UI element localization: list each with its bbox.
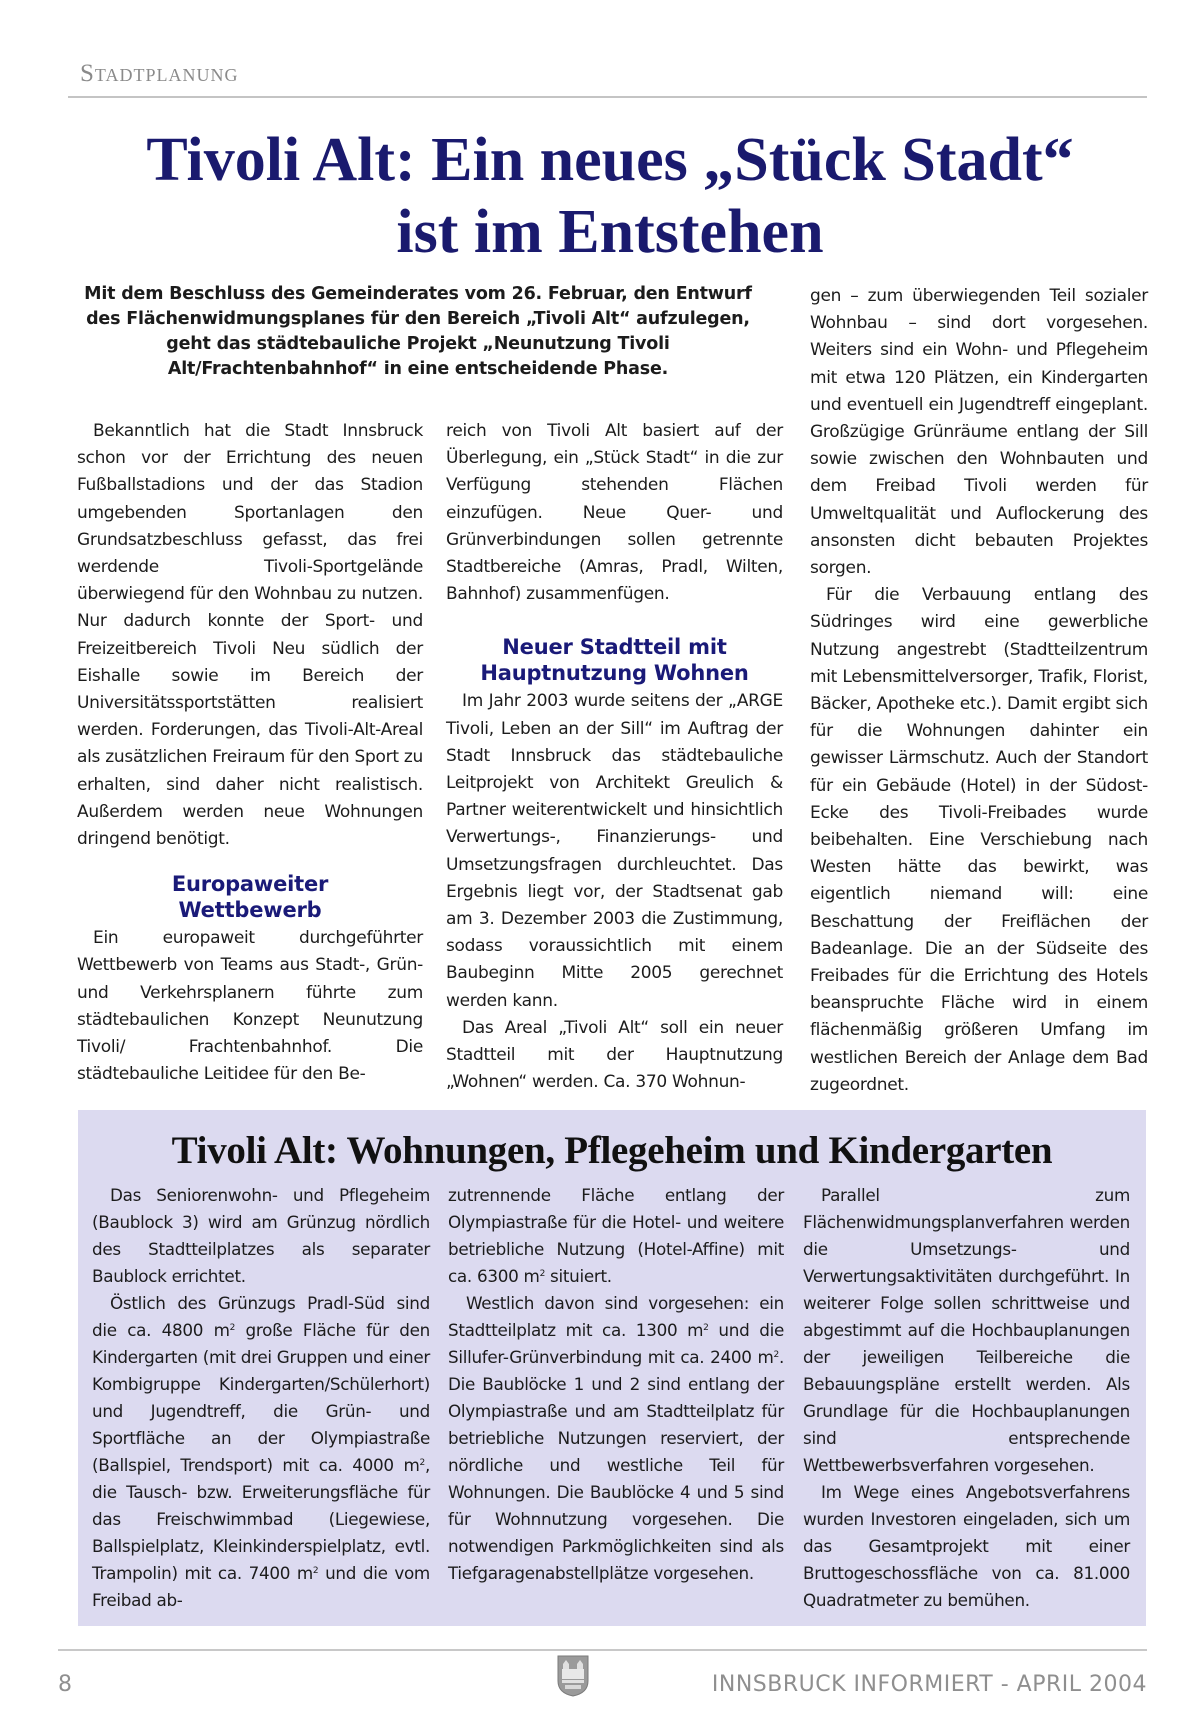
text-run: Östlich des Grünzugs Pradl-Süd sind die ca. 4800 m	[92, 1293, 430, 1340]
page-title	[60, 124, 1160, 268]
text-run: und die Sillufer-Grünverbindung mit ca. 2400 m	[448, 1320, 784, 1367]
subheading-neuer-stadtteil	[446, 634, 783, 686]
superscript: 2	[312, 1566, 319, 1576]
text-run: und die vom Freibad ab-	[92, 1563, 430, 1610]
subheading-line: Europaweiter	[171, 872, 329, 897]
info-box	[78, 1110, 1146, 1626]
body-paragraph: Das Seniorenwohn- und Pflegeheim (Baublock 3) wird am Grünzug nördlich des Stadtteilplatzes als separater Baublock errichtet.	[92, 1185, 430, 1286]
info-box-column-3	[803, 1182, 1130, 1614]
body-paragraph: Parallel zum Flächenwidmungsplanverfahren werden die Umsetzungs- und Verwertungsaktivitäten durchgeführt. In weiterer Folge sollen schrittweise und abgestimmt auf die Hochbauplanungen der jeweiligen Teilbereiche die Bebauungspläne erstellt werden. Als Grundlage für die Hochbauplanungen sind entsprechende Wettbewerbsverfahren vorgesehen.	[803, 1185, 1130, 1475]
text-run: Westlich davon sind vorgesehen: ein Stadtteilplatz mit ca. 1300 m	[448, 1293, 784, 1340]
lead-paragraph: Mit dem Beschluss des Gemeinderates vom 26. Februar, den Entwurf des Flächenwidmungsplanes für den Bereich „Tivoli Alt“ aufzulegen, geht das städtebauliche Projekt „Neunutzung Tivoli Alt/Frachtenbahnhof“ in eine entscheidende Phase.	[84, 284, 752, 379]
subheading-line: Wettbewerb	[178, 898, 322, 923]
superscript: 2	[539, 1269, 546, 1279]
subheading-line: Neuer Stadtteil mit	[502, 635, 727, 660]
info-box-title: Tivoli Alt: Wohnungen, Pflegeheim und Kindergarten	[171, 1129, 1053, 1172]
article-column-3	[810, 283, 1148, 1099]
body-paragraph: Im Wege eines Angebotsverfahrens wurden Investoren eingeladen, sich um das Gesamtprojekt mit einer Bruttogeschossfläche von ca. 81.000 Quadratmeter zu bemühen.	[803, 1482, 1130, 1610]
body-paragraph: reich von Tivoli Alt basiert auf der Überlegung, ein „Stück Stadt“ in die zur Verfügung stehenden Flächen einzufügen. Neue Quer- und Grünverbindungen sollen getrennte Stadtbereiche (Amras, Pradl, Wilten, Bahnhof) zusammenfügen.	[446, 421, 783, 605]
info-box-column-2	[448, 1182, 784, 1587]
body-paragraph: Das Areal „Tivoli Alt“ soll ein neuer Stadtteil mit der Hauptnutzung „Wohnen“ werden. Ca. 370 Wohnun-	[446, 1017, 783, 1093]
subheading-line: Hauptnutzung Wohnen	[480, 661, 749, 686]
bottom-divider	[58, 1649, 1147, 1651]
section-label: Stadtplanung	[80, 60, 239, 87]
text-run: , die Tausch- bzw. Erweiterungsfläche für das Freischwimmbad (Liegewiese, Ballspielplatz, Kleinkinderspielplatz, evtl. Trampolin) mit ca. 7400 m	[92, 1455, 430, 1583]
body-paragraph	[448, 1290, 784, 1587]
superscript: 2	[773, 1350, 779, 1360]
headline-line-1: Tivoli Alt: Ein neues „Stück Stadt“	[146, 126, 1074, 194]
superscript: 2	[419, 1458, 425, 1468]
body-paragraph: Für die Verbauung entlang des Südringes wird eine gewerbliche Nutzung angestrebt (Stadtteilzentrum mit Lebensmittelversorger, Trafik, Florist, Bäcker, Apotheke etc.). Damit ergibt sich für die Wohnungen dahinter ein gewisser Lärmschutz. Auch der Standort für ein Gebäude (Hotel) in der Südost-Ecke des Tivoli-Freibades wurde beibehalten. Eine Verschiebung nach Westen hätte das bewirkt, was eigentlich niemand will: eine Beschattung der Freiflächen der Badeanlage. Die an der Südseite des Freibades für die Errichtung des Hotels beanspruchte Fläche wird in einem flächenmäßig größeren Umfang im westlichen Bereich der Anlage dem Bad zugeordnet.	[810, 585, 1148, 1095]
body-paragraph	[448, 1182, 784, 1290]
text-run: situiert.	[545, 1266, 612, 1286]
superscript: 2	[703, 1323, 709, 1333]
page-number: 8	[58, 1672, 72, 1697]
superscript: 2	[229, 1323, 236, 1333]
body-paragraph: gen – zum überwiegenden Teil sozialer Wohnbau – sind dort vorgesehen. Weiters sind ein Wohn- und Pflegeheim mit etwa 120 Plätzen, ein Kindergarten und eventuell ein Jugendtreff eingeplant. Großzügige Grünräume entlang der Sill sowie zwischen den Wohnbauten und dem Freibad Tivoli werden für Umweltqualität und Auflockerung des ansonsten dicht bebauten Projektes sorgen.	[810, 286, 1148, 579]
body-paragraph: Im Jahr 2003 wurde seitens der „ARGE Tivoli, Leben an der Sill“ im Auftrag der Stadt Innsbruck das städtebauliche Leitprojekt von Architekt Greulich & Partner weiterentwickelt und hinsichtlich Verwertungs-, Finanzierungs- und Umsetzungsfragen durchleuchtet. Das Ergebnis liegt vor, der Stadtsenat gab am 3. Dezember 2003 die Zustimmung, sodass voraussichtlich mit einem Baubeginn Mitte 2005 gerechnet werden kann.	[446, 691, 783, 1011]
text-run: große Fläche für den Kindergarten (mit drei Gruppen und einer Kombigruppe Kindergarten/Schülerhort) und Jugendtreff, die Grün- und Sportfläche an der Olympiastraße (Ballspiel, Trendsport) mit ca. 4000 m	[92, 1320, 430, 1475]
text-run: . Die Baublöcke 1 und 2 sind entlang der Olympiastraße und am Stadtteilplatz für betriebliche Nutzungen reserviert, der nördliche und westliche Teil für Wohnungen. Die Baublöcke 4 und 5 sind für Wohnnutzung vorgesehen. Die notwendigen Parkmöglichkeiten sind als Tiefgaragenabstellplätze vorgesehen.	[448, 1347, 784, 1583]
article-column-1	[77, 418, 423, 1088]
publication-title: INNSBRUCK INFORMIERT - APRIL 2004	[711, 1672, 1147, 1697]
headline-line-2: ist im Entstehen	[396, 198, 824, 266]
coat-of-arms-icon	[557, 1655, 589, 1697]
text-run: zutrennende Fläche entlang der Olympiastraße für die Hotel- und weitere betriebliche Nutzung (Hotel-Affine) mit ca. 6300 m	[448, 1185, 784, 1286]
body-paragraph	[92, 1290, 430, 1614]
article-column-2	[446, 418, 783, 1096]
subheading-wettbewerb	[77, 871, 423, 923]
body-paragraph: Bekanntlich hat die Stadt Innsbruck schon vor der Errichtung des neuen Fußballstadions und der das Stadion umgebenden Sportanlagen den Grundsatzbeschluss gefasst, das frei werdende Tivoli-Sportgelände überwiegend für den Wohnbau zu nutzen. Nur dadurch konnte der Sport- und Freizeitbereich Tivoli Neu südlich der Eishalle sowie im Bereich der Universitätssportstätten realisiert werden. Forderungen, das Tivoli-Alt-Areal als zusätzlichen Freiraum für den Sport zu erhalten, sind daher nicht realistisch. Außerdem werden neue Wohnungen dringend benötigt.	[77, 421, 423, 850]
top-divider	[68, 96, 1147, 98]
info-box-column-1	[92, 1182, 430, 1614]
body-paragraph: Ein europaweit durchgeführter Wettbewerb von Teams aus Stadt-, Grün- und Verkehrsplanern führte zum städtebaulichen Konzept Neunutzung Tivoli/ Frachtenbahnhof. Die städtebauliche Leitidee für den Be-	[77, 928, 423, 1085]
